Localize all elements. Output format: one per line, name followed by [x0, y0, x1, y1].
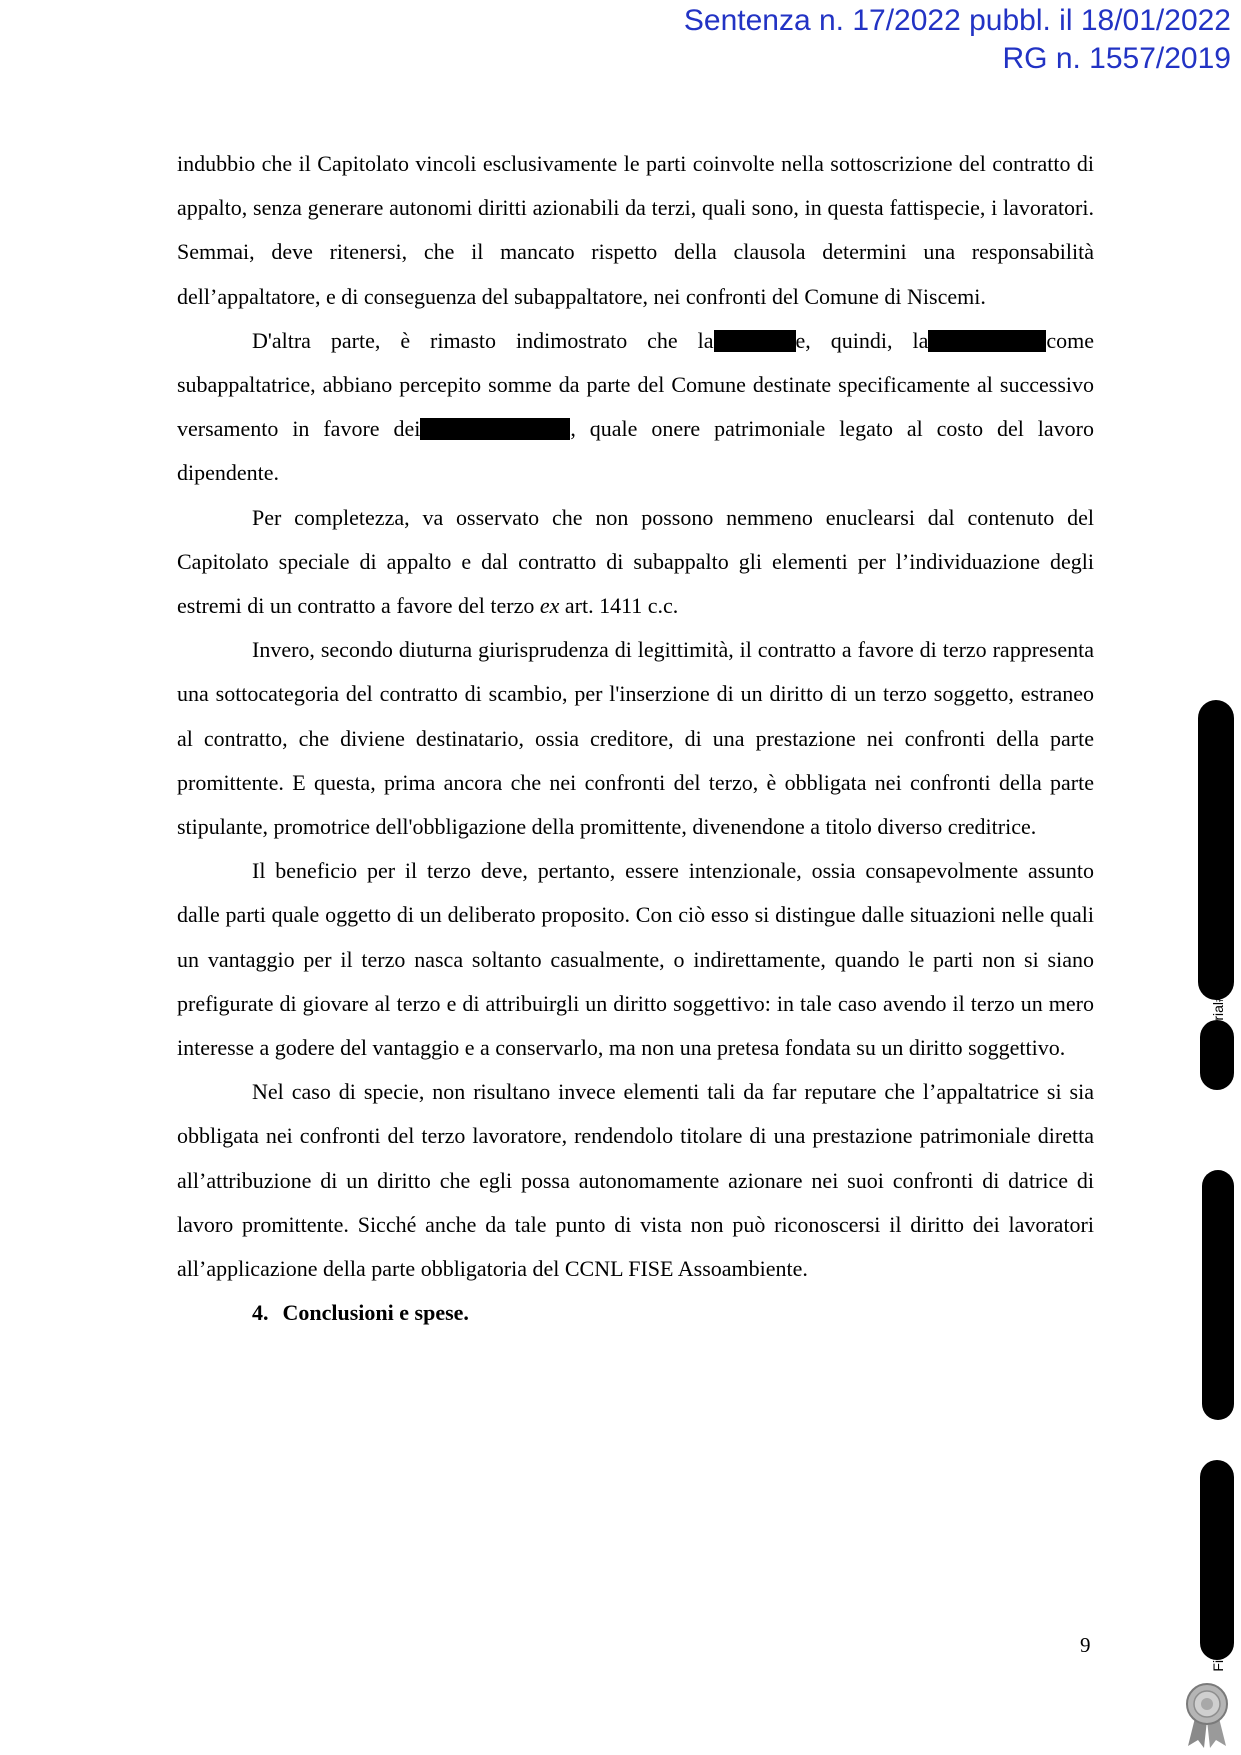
section-number: 4. [252, 1300, 269, 1326]
signed-by-label: Firmato Da: [1210, 1598, 1226, 1672]
digital-signature-strip [1196, 700, 1240, 1680]
redaction-block [714, 330, 796, 352]
seal-ribbon-icon [1178, 1680, 1236, 1750]
paragraph-2 [177, 319, 1094, 496]
redaction-block [420, 418, 570, 440]
page-number: 9 [1080, 1633, 1091, 1657]
redaction-block [928, 330, 1046, 352]
serial-label: Serial# [1210, 994, 1226, 1038]
paragraph-3-emphasis: ex [539, 593, 560, 619]
section-title: Conclusioni e spese. [282, 1300, 469, 1326]
paragraph-3-part-a: Per completezza, va osservato che non possono nemmeno enuclearsi dal contenuto del Capitolato speciale di appalto e dal contratto di subappalto gli elementi per l’individuazione degli estremi di un contratto a favore del terzo [177, 504, 1094, 619]
paragraph-2-part-b: e, quindi, la [795, 327, 929, 353]
paragraph-5: Il beneficio per il terzo deve, pertanto, essere intenzionale, ossia consapevolmente assunto dalle parti quale oggetto di un deliberato proposito. Con ciò esso si distingue dalle situazioni nelle quali un vantaggio per il terzo nasca soltanto casualmente, o indirettamente, quando le parti non si siano prefigurate di giovare al terzo e di attribuirgli un diritto soggettivo: in tale caso avendo il terzo un mero interesse a godere del vantaggio e a conservarlo, ma non una pretesa fondata su un diritto soggettivo. [177, 858, 1094, 1061]
redaction-block [1198, 700, 1234, 1000]
stamp-sentence-line: Sentenza n. 17/2022 pubbl. il 18/01/2022 [683, 4, 1231, 37]
paragraph-2-part-a: D'altra parte, è rimasto indimostrato che la [252, 327, 714, 353]
paragraph-3 [177, 496, 1094, 629]
document-body [177, 142, 1094, 1335]
issued-by-label: Emesso Da: [1210, 1321, 1226, 1399]
stamp-rg-line: RG n. 1557/2019 [1002, 42, 1231, 75]
paragraph-2-part-c: come subappaltatrice, abbiano percepito somme da parte del Comune destinate specificamente al successivo versamento in favore dei [177, 327, 1094, 442]
paragraph-6: Nel caso di specie, non risultano invece elementi tali da far reputare che l’appaltatrice si sia obbligata nei confronti del terzo lavoratore, rendendolo titolare di una prestazione patrimoniale diretta all’attribuzione di un diritto che egli possa autonomamente azionare nei suoi confronti di datrice di lavoro promittente. Sicché anche da tale punto di vista non può riconoscersi il diritto dei lavoratori all’applicazione della parte obbligatoria del CCNL FISE Assoambiente. [177, 1079, 1094, 1282]
paragraph-2-part-d: , quale onere patrimoniale legato al costo del lavoro dipendente. [177, 416, 1095, 486]
paragraph-1: indubbio che il Capitolato vincoli esclusivamente le parti coinvolte nella sottoscrizione del contratto di appalto, senza generare autonomi diritti azionabili da terzi, quali sono, in questa fattispecie, i lavoratori. Semmai, deve ritenersi, che il mancato rispetto della clausola determini una responsabilità dell’appaltatore, e di conseguenza del subappaltatore, nei confronti del Comune di Niscemi. [177, 151, 1094, 309]
publication-stamp [684, 2, 1231, 78]
paragraph-4: Invero, secondo diuturna giurisprudenza di legittimità, il contratto a favore di terzo rappresenta una sottocategoria del contratto di scambio, per l'inserzione di un diritto di un terzo soggetto, estraneo al contratto, che diviene destinatario, ossia creditore, di una prestazione nei confronti della parte promittente. E questa, prima ancora che nei confronti del terzo, è obbligata nei confronti della parte stipulante, promotrice dell'obbligazione della promittente, divenendone a titolo diverso creditrice. [177, 637, 1094, 840]
section-heading [177, 1291, 1094, 1335]
paragraph-3-part-b: art. 1411 c.c. [564, 593, 679, 619]
